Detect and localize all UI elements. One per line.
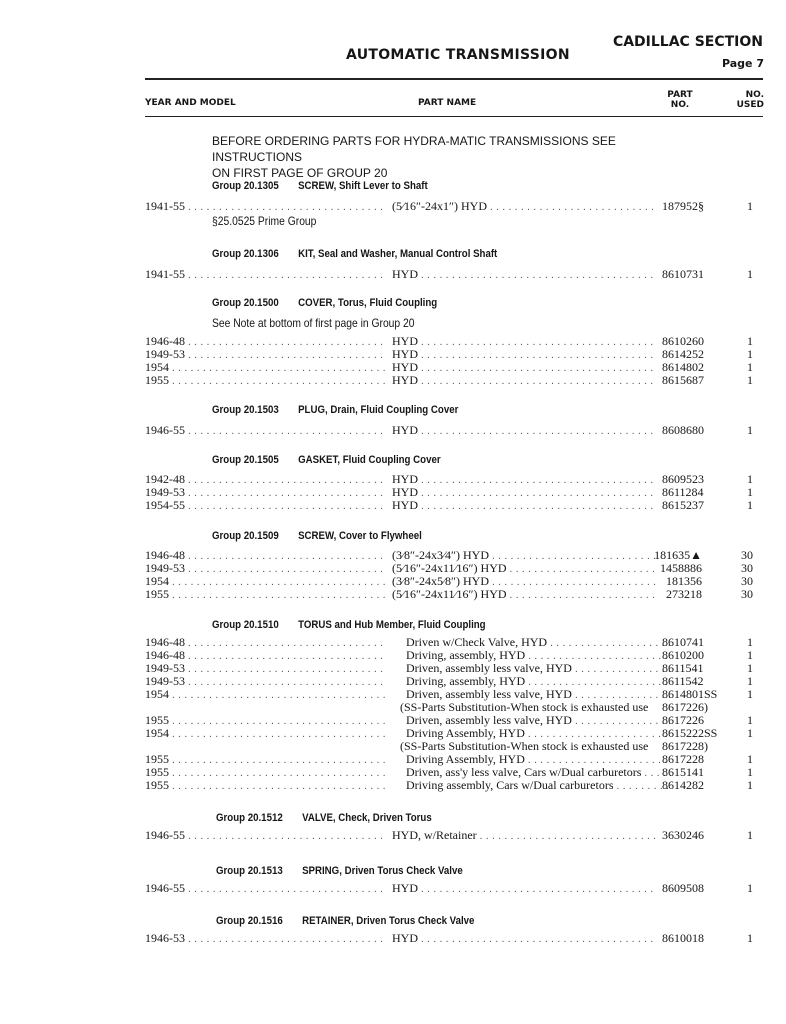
table-row: [0, 424, 786, 437]
number-used: 1: [747, 765, 753, 779]
part-number: 8617226: [662, 713, 704, 727]
year-model: 1954 . . .: [145, 361, 385, 375]
table-row: [0, 268, 786, 281]
year-model: 1955 . . .: [145, 714, 385, 728]
group-number: Group 20.1510: [212, 619, 279, 631]
part-description: Driving, assembly, HYD . . .: [392, 675, 671, 689]
group-number: Group 20.1305: [212, 180, 279, 192]
part-description: HYD . . .: [392, 361, 657, 375]
group-heading: [216, 865, 463, 877]
part-description: Driven w/Check Valve, HYD . . .: [392, 636, 671, 650]
year-model: 1941-55 . . .: [145, 268, 385, 282]
part-number: 8610260: [662, 334, 704, 348]
part-number: 273218: [666, 587, 702, 601]
part-number: 3630246: [662, 828, 704, 842]
part-number: 8614802: [662, 360, 704, 374]
section-title: CADILLAC SECTION: [612, 34, 763, 50]
group-title: KIT, Seal and Washer, Manual Control Shaft: [298, 248, 498, 260]
group-title: SCREW, Cover to Flywheel: [298, 530, 422, 542]
part-description: (SS-Parts Substitution-When stock is exhausted use: [400, 701, 649, 714]
number-used: 1: [747, 881, 753, 895]
group-title: COVER, Torus, Fluid Coupling: [298, 297, 438, 309]
group-heading: [212, 180, 428, 192]
number-used: 1: [747, 267, 753, 281]
part-number: 8610200: [662, 648, 704, 662]
group-heading: [212, 530, 422, 542]
part-number: 1458886: [660, 561, 702, 575]
part-number: 8615687: [662, 373, 704, 387]
group-number: Group 20.1516: [216, 915, 283, 927]
part-description: (3⁄8″-24x3⁄4″) HYD . . .: [392, 549, 657, 563]
year-model: 1949-53 . . .: [145, 486, 385, 500]
part-description: Driven, ass'y less valve, Cars w/Dual carburetors . . .: [392, 766, 671, 780]
group-number: Group 20.1512: [216, 812, 283, 824]
part-number: 8617226): [662, 700, 708, 714]
part-description: (5⁄16″-24x11⁄16″) HYD . . .: [392, 588, 657, 602]
year-model: 1955 . . .: [145, 779, 385, 793]
column-header-year: YEAR AND MODEL: [145, 98, 236, 108]
part-description: HYD . . .: [392, 499, 657, 513]
part-description: HYD . . .: [392, 424, 657, 438]
part-description: (SS-Parts Substitution-When stock is exhausted use: [400, 740, 649, 753]
number-used: 1: [747, 472, 753, 486]
number-used: 1: [747, 752, 753, 766]
number-used: 1: [747, 423, 753, 437]
number-used: 1: [747, 828, 753, 842]
number-used: 30: [741, 548, 753, 562]
year-model: 1954-55 . . .: [145, 499, 385, 513]
part-description: HYD . . .: [392, 932, 657, 946]
column-header-part-no-line2: NO.: [670, 100, 690, 110]
year-model: 1946-53 . . .: [145, 932, 385, 946]
group-heading: [212, 619, 486, 631]
part-description: HYD . . .: [392, 882, 657, 896]
page-title: AUTOMATIC TRANSMISSION: [346, 47, 570, 63]
year-model: 1949-53 . . .: [145, 662, 385, 676]
group-title: RETAINER, Driven Torus Check Valve: [302, 915, 475, 927]
part-number: 8615141: [662, 765, 704, 779]
part-number: 8608680: [662, 423, 704, 437]
table-row: [0, 374, 786, 387]
number-used: 1: [747, 648, 753, 662]
part-description: Driven, assembly less valve, HYD . . .: [392, 714, 671, 728]
group-title: TORUS and Hub Member, Fluid Coupling: [298, 619, 486, 631]
number-used: 1: [747, 347, 753, 361]
group-title: SPRING, Driven Torus Check Valve: [302, 865, 463, 877]
column-header-no-used-line2: USED: [736, 100, 764, 110]
year-model: 1946-55 . . .: [145, 829, 385, 843]
year-model: 1946-55 . . .: [145, 882, 385, 896]
year-model: 1955 . . .: [145, 374, 385, 388]
number-used: 1: [747, 687, 753, 701]
intro-instructions: [212, 133, 692, 181]
year-model: 1954 . . .: [145, 688, 385, 702]
group-heading: [216, 812, 432, 824]
part-number: 8614801SS: [662, 687, 718, 701]
part-description: HYD . . .: [392, 268, 657, 282]
year-model: 1949-53 . . .: [145, 562, 385, 576]
part-description: HYD . . .: [392, 486, 657, 500]
part-number: 8610741: [662, 635, 704, 649]
year-model: 1954 . . .: [145, 727, 385, 741]
table-row: [0, 200, 786, 213]
year-model: 1946-48 . . .: [145, 549, 385, 563]
number-used: 1: [747, 674, 753, 688]
part-number: 8609523: [662, 472, 704, 486]
number-used: 1: [747, 498, 753, 512]
number-used: 30: [741, 587, 753, 601]
year-model: 1955 . . .: [145, 766, 385, 780]
part-number: 8615237: [662, 498, 704, 512]
part-number: 8610018: [662, 931, 704, 945]
column-header-part-name: PART NAME: [418, 98, 477, 108]
part-description: Driven, assembly less valve, HYD . . .: [392, 662, 671, 676]
part-description: HYD . . .: [392, 348, 657, 362]
header-rule: [145, 78, 763, 80]
part-description: HYD, w/Retainer . . .: [392, 829, 657, 843]
part-number: 187952§: [662, 199, 704, 213]
column-header-part-no-line1: PART: [667, 90, 693, 100]
number-used: 30: [741, 561, 753, 575]
group-note: See Note at bottom of first page in Group 20: [212, 316, 415, 330]
part-description: HYD . . .: [392, 473, 657, 487]
group-heading: [212, 297, 437, 309]
table-row: [0, 588, 786, 601]
year-model: 1942-48 . . .: [145, 473, 385, 487]
number-used: 1: [747, 360, 753, 374]
part-description: (5⁄16″-24x1″) HYD . . .: [392, 200, 657, 214]
part-number: 8609508: [662, 881, 704, 895]
group-heading: [212, 404, 458, 416]
table-row: [0, 829, 786, 842]
number-used: 1: [747, 713, 753, 727]
part-description: Driving Assembly, HYD . . .: [392, 727, 671, 741]
number-used: 1: [747, 778, 753, 792]
number-used: 1: [747, 485, 753, 499]
part-description: HYD . . .: [392, 335, 657, 349]
table-row: [0, 779, 786, 792]
part-description: (5⁄16″-24x11⁄16″) HYD . . .: [392, 562, 657, 576]
group-heading: [216, 915, 474, 927]
group-title: GASKET, Fluid Coupling Cover: [298, 454, 441, 466]
table-row: [0, 499, 786, 512]
part-description: Driven, assembly less valve, HYD . . .: [392, 688, 671, 702]
year-model: 1955 . . .: [145, 753, 385, 767]
year-model: 1946-48 . . .: [145, 636, 385, 650]
group-number: Group 20.1306: [212, 248, 279, 260]
part-number: 8611542: [662, 674, 704, 688]
part-description: (3⁄8″-24x5⁄8″) HYD . . .: [392, 575, 657, 589]
year-model: 1946-48 . . .: [145, 649, 385, 663]
year-model: 1946-48 . . .: [145, 335, 385, 349]
part-number: 8615222SS: [662, 726, 718, 740]
part-number: 181635▲: [654, 548, 702, 562]
group-number: Group 20.1513: [216, 865, 283, 877]
year-model: 1949-53 . . .: [145, 675, 385, 689]
intro-line-2: ON FIRST PAGE OF GROUP 20: [212, 166, 388, 180]
number-used: 1: [747, 726, 753, 740]
year-model: 1955 . . .: [145, 588, 385, 602]
part-number: 8611541: [662, 661, 704, 675]
group-title: PLUG, Drain, Fluid Coupling Cover: [298, 404, 459, 416]
year-model: 1954 . . .: [145, 575, 385, 589]
part-description: Driving assembly, Cars w/Dual carburetors . . .: [392, 779, 671, 793]
column-header-no-used: [730, 90, 764, 110]
intro-line-1: BEFORE ORDERING PARTS FOR HYDRA-MATIC TRANSMISSIONS SEE INSTRUCTIONS: [212, 134, 616, 164]
part-description: Driving Assembly, HYD . . .: [392, 753, 671, 767]
part-number: 8611284: [662, 485, 704, 499]
number-used: 1: [747, 334, 753, 348]
group-number: Group 20.1509: [212, 530, 279, 542]
column-header-part-no: [665, 90, 695, 110]
part-number: 8610731: [662, 267, 704, 281]
page-number: Page 7: [721, 57, 764, 70]
group-number: Group 20.1500: [212, 297, 279, 309]
part-description: HYD . . .: [392, 374, 657, 388]
number-used: 30: [741, 574, 753, 588]
group-footnote: §25.0525 Prime Group: [212, 214, 317, 228]
group-title: SCREW, Shift Lever to Shaft: [298, 180, 428, 192]
part-description: Driving, assembly, HYD . . .: [392, 649, 671, 663]
number-used: 1: [747, 661, 753, 675]
number-used: 1: [747, 199, 753, 213]
year-model: 1949-53 . . .: [145, 348, 385, 362]
year-model: 1941-55 . . .: [145, 200, 385, 214]
group-heading: [212, 248, 497, 260]
column-header-no-used-line1: NO.: [745, 90, 764, 100]
group-heading: [212, 454, 441, 466]
part-number: 8617228: [662, 752, 704, 766]
table-row: [0, 932, 786, 945]
part-number: 8617228): [662, 739, 708, 753]
number-used: 1: [747, 373, 753, 387]
part-number: 8614282: [662, 778, 704, 792]
number-used: 1: [747, 635, 753, 649]
group-title: VALVE, Check, Driven Torus: [302, 812, 432, 824]
column-header-rule: [145, 116, 763, 117]
part-number: 8614252: [662, 347, 704, 361]
group-number: Group 20.1503: [212, 404, 279, 416]
group-number: Group 20.1505: [212, 454, 279, 466]
year-model: 1946-55 . . .: [145, 424, 385, 438]
part-number: 181356: [666, 574, 702, 588]
table-row: [0, 882, 786, 895]
number-used: 1: [747, 931, 753, 945]
